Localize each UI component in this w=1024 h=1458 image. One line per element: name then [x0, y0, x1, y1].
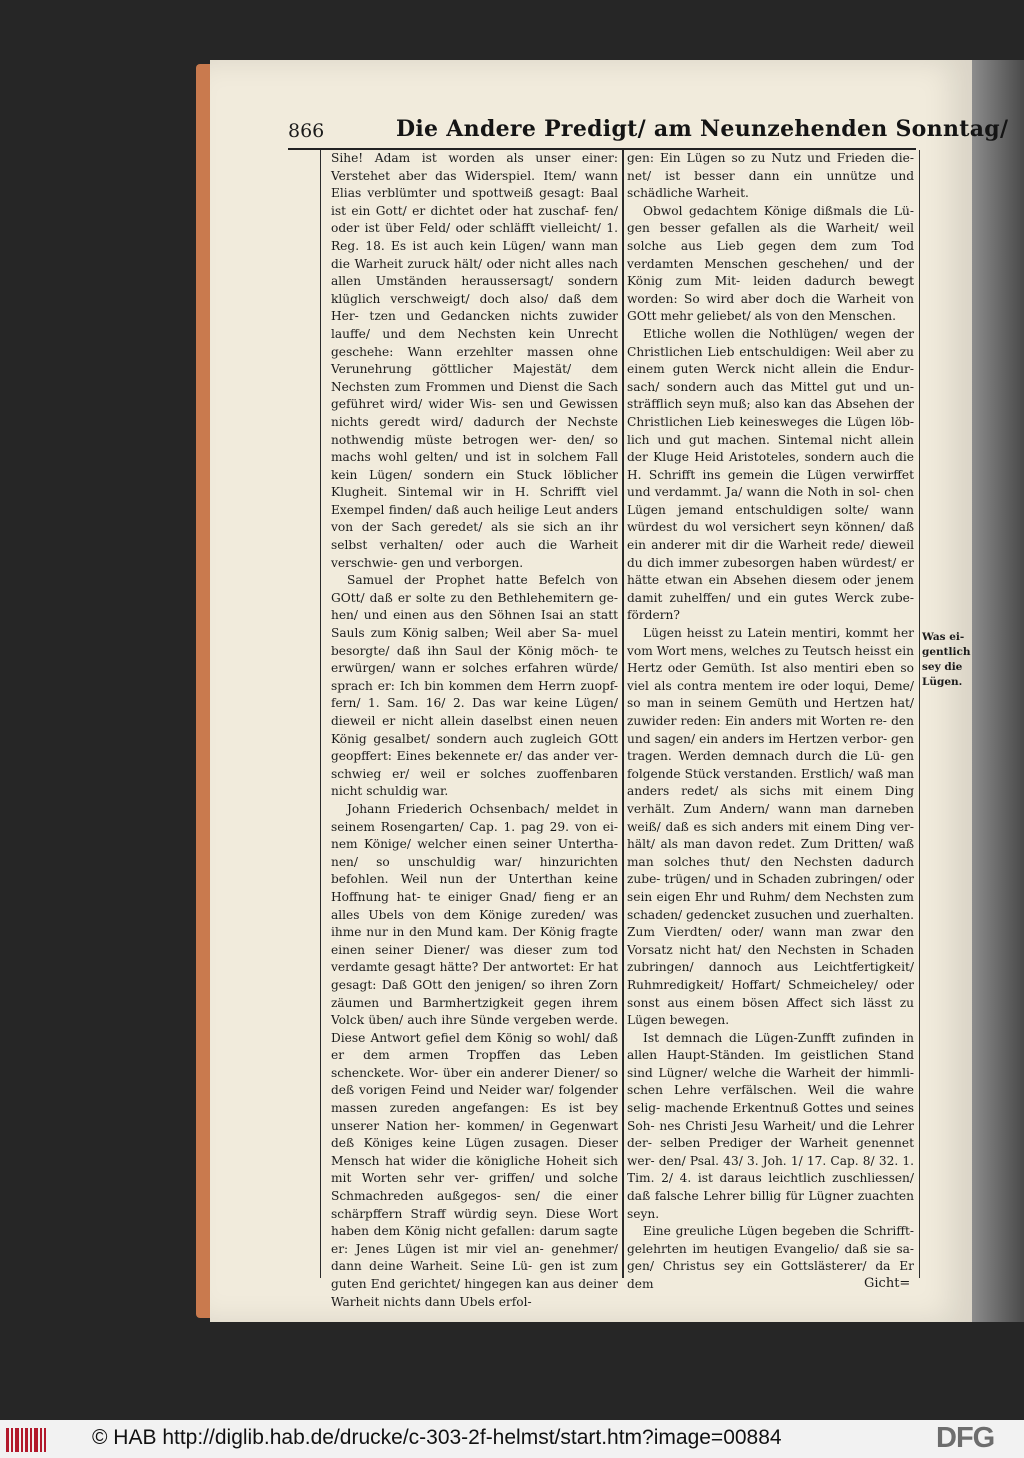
- catchword: Gicht=: [864, 1276, 911, 1291]
- paragraph: gen: Ein Lügen so zu Nutz und Frieden die- net/ ist besser dann ein unnütze und schädliche Warheit.: [627, 151, 914, 201]
- viewer-footer: [0, 1420, 1024, 1458]
- paragraph: Lügen heisst zu Latein mentiri, kommt her vom Wort mens, welches zu Teutsch heisst ein Hertz oder Gemüth. Ist also mentiri eben so viel als contra mentem ire oder loqui, Deme/ so man in seinem Gemüth und Hertzen hat/ zuwider reden: Ein anders mit Worten re- den und sagen/ ein anders im Hertzen verbor- gen tragen. Werden demnach durch die Lü- gen folgende Stück verstanden. Erstlich/ waß man anders redet/ als sichs mit einem Ding verhält. Zum Andern/ wann man darneben weiß/ daß es sich anders mit einem Ding ver- hält/ als man davon redet. Zum Dritten/ waß man solches thut/ den Nechsten dadurch zube- trügen/ und in Schaden zubringen/ oder sein eigen Ehr und Ruhm/ dem Nechsten zum schaden/ gedencket zusuchen und zuerhalten. Zum Vierdten/ oder/ wann man zwar den Vorsatz nicht hat/ den Nechsten in Schaden zubringen/ dannoch aus Leichtfertigkeit/ Ruhmredigkeit/ Hoffart/ Schmeicheley/ oder sonst aus einem bösen Affect sich lässt zu Lügen bewegen.: [627, 626, 914, 1028]
- column-divider: [622, 150, 624, 1278]
- paragraph: Eine greuliche Lügen begeben die Schrifft- gelehrten im heutigen Evangelio/ daß sie sa- gen/ Christus sey ein Gottslästerer/ da Er dem: [627, 1224, 914, 1291]
- facing-page-gutter: [972, 60, 1024, 1322]
- margin-note: Was ei- gentlich sey die Lügen.: [922, 631, 971, 688]
- running-title: Die Andere Predigt/ am Neunzehenden Sonntag/: [396, 116, 1009, 142]
- paragraph: Ist demnach die Lügen-Zunfft zufinden in allen Haupt-Ständen. Im geistlichen Stand sind Lügner/ welche die Warheit der himmli- schen Lehre verfälschen. Weil die wahre selig- machende Erkentnuß Gottes und seines Soh- nes Christi Jesu Warheit/ und die Lehrer der- selben Prediger der Warheit genennet wer- den/ Psal. 43/ 3. Joh. 1/ 17. Cap. 8/ 32. 1. Tim. 2/ 4. ist daraus leichtlich zuschliessen/ daß falsche Lehrer billig für Lügner zuachten seyn.: [627, 1030, 914, 1221]
- right-column: [627, 150, 914, 1294]
- page-number: 866: [288, 120, 325, 142]
- barcode-icon: [6, 1428, 46, 1452]
- copyright-link[interactable]: © HAB http://diglib.hab.de/drucke/c-303-2f-helmst/start.htm?image=00884: [92, 1426, 782, 1449]
- paragraph: Obwol gedachtem Könige dißmals die Lü- gen besser gefallen als die Warheit/ weil solche aus Lieb gegen dem zum Tod verdamten Menschen geschehen/ und der König zum Mit- leiden dadurch bewegt worden: So wird aber doch die Warheit von GOtt mehr geliebet/ als von den Menschen.: [627, 203, 914, 324]
- page-header: [288, 116, 1009, 148]
- paragraph: Sihe! Adam ist worden als unser einer: Verstehet aber das Widerspiel. Item/ wann Elias verblümter und spottweiß gesagt: Baal ist ein Gott/ er dichtet oder hat zuschaf- fen/ oder ist über Feld/ oder schläfft vielleicht/ 1. Reg. 18. Es ist auch kein Lügen/ wann man die Warheit zuruck hält/ oder nicht alles nach allen Umständen heraussersagt/ sondern klüglich verschweigt/ doch also/ daß dem Her- tzen und Gedancken nichts zuwider lauffe/ und dem Nechsten kein Unrecht geschehe: Wann erzehlter massen ohne Verunehrung göttlicher Majestät/ dem Nechsten zum Frommen und Dienst die Sach geführet wird/ wider Wis- sen und Gewissen nichts geredt wird/ dadurch der Nechste nothwendig müste betrogen wer- den/ so machs wohl gelten/ und ist in solchem Fall kein Lügen/ sondern ein Stuck löblicher Klugheit. Sintemal wir in H. Schrifft viel Exempel finden/ daß auch heilige Leut anders von der Sach geredet/ als sie sich an ihr selbst verhalten/ oder auch die Warheit verschwie- gen und verborgen.: [331, 151, 618, 570]
- dfg-logo: DFG: [936, 1422, 995, 1454]
- left-column: [331, 150, 618, 1311]
- paragraph: Samuel der Prophet hatte Befelch von GOtt/ daß er solte zu den Bethlehemitern ge- hen/ und einen aus den Söhnen Isai an statt Sauls zum König salben; Weil aber Sa- muel besorgte/ daß ihn Saul der König möch- te erwürgen/ wann er solches erfahren würde/ sprach er: Ich bin kommen dem Herrn zuopf- fern/ 1. Sam. 16/ 2. Das war keine Lügen/ dieweil er nicht allein daselbst einen neuen König gesalbet/ sondern auch zugleich GOtt geopffert: Eines bekennete er/ das ander ver- schwieg er/ weil er solches zuoffenbaren nicht schuldig war.: [331, 573, 618, 799]
- paragraph: Etliche wollen die Nothlügen/ wegen der Christlichen Lieb entschuldigen: Weil aber zu einem guten Werck nicht allein die Endur- sach/ sondern auch das Mittel gut und un- sträfflich seyn muß; also kan das Absehen der Christlichen Lieb keinesweges die Lügen löb- lich und gut machen. Sintemal nicht allein der Kluge Heid Aristoteles, sondern auch die H. Schrifft ins gemein die Lügen verwirffet und verdammt. Ja/ wann die Noth in sol- chen Lügen jemand entschuldigen solte/ wann würdest du wol versichert seyn können/ daß ein anderer mit dir die Warheit rede/ dieweil du dich immer zubesorgen haben würdest/ er hätte etwan ein Absehen diesem oder jenem damit zuhelffen/ und ein gutes Werck zube- fördern?: [627, 326, 914, 623]
- paragraph: Johann Friederich Ochsenbach/ meldet in seinem Rosengarten/ Cap. 1. pag 29. von ei- nem Könige/ welcher einen seiner Untertha- nen/ so unschuldig war/ hinzurichten befohlen. Weil nun der Unterthan keine Hoffnung hat- te einiger Gnad/ fieng er an alles Ubels von dem Könige zureden/ was ihme nur in den Mund kam. Der König fragte einen seiner Diener/ was dieser zum tod verdamte gesagt hätte? Der antwortet: Er hat gesagt: Daß GOtt den jenigen/ so ihren Zorn zäumen und Barmhertzigkeit gegen ihrem Volck üben/ auch ihre Sünde vergeben werde. Diese Antwort gefiel dem König so wohl/ daß er dem armen Tropffen das Leben schenckete. Wor- über ein anderer Diener/ so deß vorigen Feind und Neider war/ folgender massen zureden angefangen: Es ist bey unserer Nation her- kommen/ in Gegenwart deß Königes keine Lügen zusagen. Dieser Mensch hat wider die königliche Hoheit sich mit Worten sehr ver- griffen/ und solche Schmachreden außgegos- sen/ die einer schärpffern Straff würdig seyn. Diese Wort haben dem König nicht gefallen: darum sagte er: Jenes Lügen ist mir viel an- genehmer/ dann deine Warheit. Seine Lü- gen ist zum guten End gerichtet/ hingegen kan aus deiner Warheit nichts dann Ubels erfol-: [331, 801, 618, 1309]
